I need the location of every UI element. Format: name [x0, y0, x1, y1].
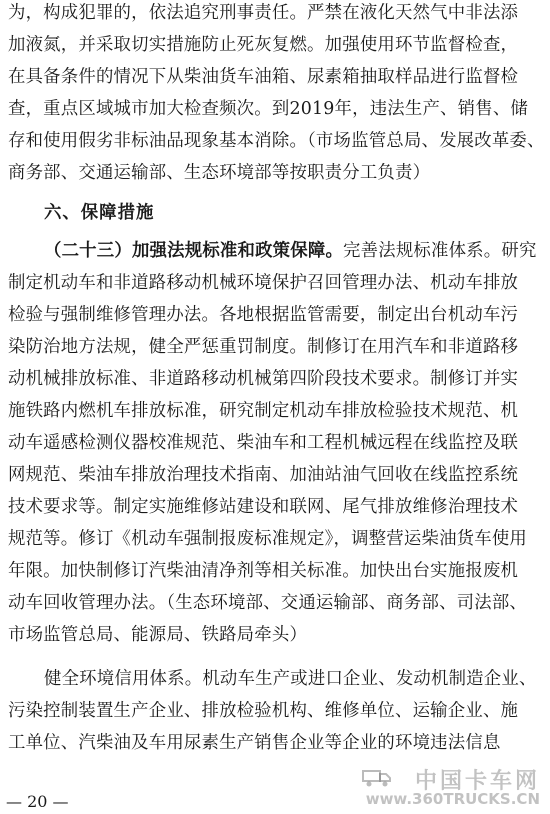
text-line: 年限。加快制修订汽柴油清净剂等相关标准。加快出台实施报废机 [8, 561, 519, 581]
section-heading: 六、保障措施 [44, 203, 155, 223]
text-line: 施铁路内燃机车排放标准，研究制定机动车排放检验技术规范、机 [8, 401, 519, 421]
text-line: 加液氮，并采取切实措施防止死灰复燃。加强使用环节监督检查， [8, 35, 519, 55]
text-line: 染防治地方法规，健全严惩重罚制度。制修订在用汽车和非道路移 [8, 337, 519, 357]
truck-logo-icon [362, 766, 392, 788]
text-line: 为，构成犯罪的，依法追究刑事责任。严禁在液化天然气中非法添 [8, 3, 519, 23]
watermark-url: www.360TRUCKS.CN [365, 790, 540, 808]
text-line: 存和使用假劣非标油品现象基本消除。（市场监管总局、发展改革委、 [8, 131, 545, 151]
text-line: 健全环境信用体系。机动车生产或进口企业、发动机制造企业、 [44, 669, 537, 689]
page-number: — 20 — [6, 792, 69, 811]
text-line: 动车遥感检测仪器校准规范、柴油车和工程机械远程在线监控及联 [8, 433, 519, 453]
text-line: 商务部、交通运输部、生态环境部等按职责分工负责） [8, 163, 431, 183]
text-line: 制定机动车和非道路移动机械环境保护召回管理办法、机动车排放 [8, 273, 519, 293]
text-line: 网规范、柴油车排放治理技术指南、加油站油气回收在线监控系统 [8, 465, 519, 485]
watermark-brand: 中国卡车网 [414, 769, 540, 794]
text-line: 市场监管总局、能源局、铁路局牵头） [8, 625, 308, 645]
paragraph-lead: （二十三）加强法规标准和政策保障。 [44, 241, 344, 261]
watermark [322, 764, 542, 810]
text-line: 动机械排放标准、非道路移动机械第四阶段技术要求。制修订并实 [8, 369, 519, 389]
text-line: 检验与强制维修管理办法。各地根据监管需要，制定出台机动车污 [8, 305, 519, 325]
text-line: 污染控制装置生产企业、排放检验机构、维修单位、运输企业、施 [8, 701, 519, 721]
paragraph-first-line [44, 240, 537, 262]
text-line: 规范等。修订《机动车强制报废标准规定》，调整营运柴油货车使用 [8, 529, 528, 549]
text-line: 技术要求等。制定实施维修站建设和联网、尾气排放维修治理技术 [8, 497, 519, 517]
text-line: 在具备条件的情况下从柴油货车油箱、尿素箱抽取样品进行监督检 [8, 67, 519, 87]
text-line: 查，重点区域城市加大检查频次。到2019年，违法生产、销售、储 [8, 99, 529, 119]
text-line: 动车回收管理办法。（生态环境部、交通运输部、商务部、司法部、 [8, 593, 528, 613]
paragraph-lead-rest: 完善法规标准体系。研究 [343, 241, 537, 261]
text-line: 工单位、汽柴油及车用尿素生产销售企业等企业的环境违法信息 [8, 733, 501, 753]
